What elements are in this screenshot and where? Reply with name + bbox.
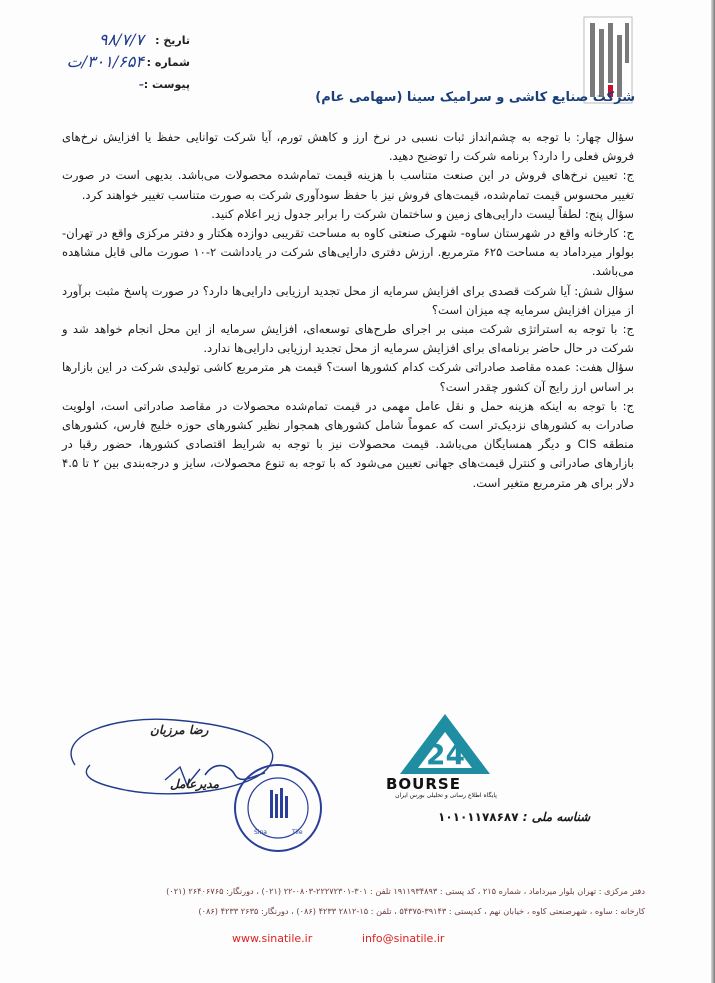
attachment-row	[40, 74, 190, 96]
national-id-label: شناسه ملی :	[522, 810, 591, 824]
number-row	[40, 52, 190, 74]
letter-meta	[40, 30, 190, 96]
number-value: ۳۰۱/۶۵۴/ت	[66, 52, 144, 71]
footer-factory: کارخانه : ساوه ، شهرصنعتی کاوه ، خیابان نهم ، کدپستی : ۳۹۱۴۳-۵۴۳۷۵ ، تلفن : ۱۵-۲۸۱۲ ۴۲۳۳ (۰۸۶) ، دورنگار: ۲۶۳۵ ۴۲۳۳ (۰۸۶)	[198, 906, 645, 916]
letter-body	[62, 128, 634, 493]
bourse-subtitle: پایگاه اطلاع رسانی و تحلیلی بورس ایران	[395, 792, 497, 799]
company-name: شرکت صنایع کاشی و سرامیک سینا (سهامی عام)	[315, 90, 635, 105]
answer-paragraph: ج: با توجه به اینکه هزینه حمل و نقل عامل مهمی در قیمت تمام‌شده محصولات در مقاصد صادراتی است، اولویت صادرات به کشورهای نزدیک‌تر است که عموماً شامل کشورهای همجوار نظیر کشورهای حوزه خلیج فارس، کشورهای منطقه CIS و دیگر همسایگان می‌باشد. قیمت محصولات نیز با توجه به شرایط اقتصادی کشورها، حضور رقبا در بازارهای صادراتی و کنترل قیمت‌های جهانی تعیین می‌شود که با توجه به تنوع محصولات، سایز و درجه‌بندی بین ۲ تا ۴.۵ دلار برای هر مترمربع متغیر است.	[62, 398, 634, 490]
question-paragraph: سؤال هفت: عمده مقاصد صادراتی شرکت کدام کشورها است؟ قیمت هر مترمربع کاشی تولیدی شرکت در این بازارها بر اساس ارز رایج آن کشور چقدر است؟	[62, 360, 634, 394]
answer-paragraph: ج: کارخانه واقع در شهرستان ساوه- شهرک صنعتی کاوه به مساحت تقریبی دوازده هکتار و دفتر مرکزی واقع در تهران- بولوار میرداماد به مساحت ۶۲۵ مترمربع. ارزش دفتری دارایی‌های شرکت در یادداشت ۲-۱۰ صورت مالی قابل مشاهده می‌باشد.	[62, 226, 634, 279]
svg-text:24: 24	[426, 738, 465, 771]
signatory-name: رضا مرزبان	[150, 723, 209, 737]
bourse-brand: BOURSE	[386, 775, 461, 793]
number-label: شماره :	[146, 56, 190, 69]
answer-paragraph: ج: با توجه به استراتژی شرکت مبنی بر اجرای طرح‌های توسعه‌ای، افزایش سرمایه از این محل انجام خواهد شد و شرکت در حال حاضر برنامه‌ای برای افزایش سرمایه از محل تجدید ارزیابی دارایی‌ها ندارد.	[62, 322, 634, 356]
website-link[interactable]: www.sinatile.ir	[232, 932, 313, 945]
national-id	[438, 810, 590, 824]
page-edge-shadow	[711, 0, 715, 983]
answer-paragraph: ج: تعیین نرخ‌های فروش در این صنعت متناسب با هزینه قیمت تمام‌شده محصولات می‌باشد. بدیهی است در صورت تغییر محسوس قیمت تمام‌شده، قیمت‌های فروش نیز با حفظ سودآوری شرکت به صورت متناسب تغییر خواهند کرد.	[62, 168, 634, 202]
attachment-label: پیوست :	[143, 78, 190, 91]
date-value: ۹۸/۷/۷	[98, 30, 144, 49]
date-label: تاریخ :	[155, 34, 190, 47]
email-link[interactable]: info@sinatile.ir	[362, 932, 445, 945]
question-paragraph: سؤال شش: آیا شرکت قصدی برای افزایش سرمایه از محل تجدید ارزیابی دارایی‌ها دارد؟ در صورت پاسخ مثبت برآورد از میزان افزایش سرمایه چه میزان است؟	[62, 283, 634, 317]
question-paragraph: سؤال چهار: با توجه به چشم‌انداز ثبات نسبی در نرخ ارز و کاهش تورم، آیا شرکت توانایی حفظ یا افزایش نرخ‌های فروش فعلی را دارد؟ برنامه شرکت را توضیح دهید.	[62, 130, 634, 164]
svg-text:Sina: Sina	[254, 829, 267, 836]
question-paragraph: سؤال پنج: لطفاً لیست دارایی‌های زمین و ساختمان شرکت را برابر جدول زیر اعلام کنید.	[211, 206, 634, 221]
signatory-title: مدیرعامل	[170, 777, 220, 791]
company-stamp	[232, 762, 324, 854]
attachment-value: -	[138, 74, 144, 93]
date-row	[40, 30, 190, 52]
svg-text:Tile: Tile	[292, 829, 303, 836]
national-id-value: ۱۰۱۰۱۱۷۸۶۸۷	[438, 810, 519, 824]
footer-head-office: دفتر مرکزی : تهران بلوار میرداماد ، شماره ۲۱۵ ، کد پستی : ۱۹۱۱۹۳۴۸۹۳ تلفن : ۳۰۱-۲۲۲۷۲۳۰۱-۰۸۰۳-۲۲ (۰۲۱) ، دورنگار: ۲۶۴۰۶۷۶۵ (۰۲۱)	[166, 886, 645, 896]
